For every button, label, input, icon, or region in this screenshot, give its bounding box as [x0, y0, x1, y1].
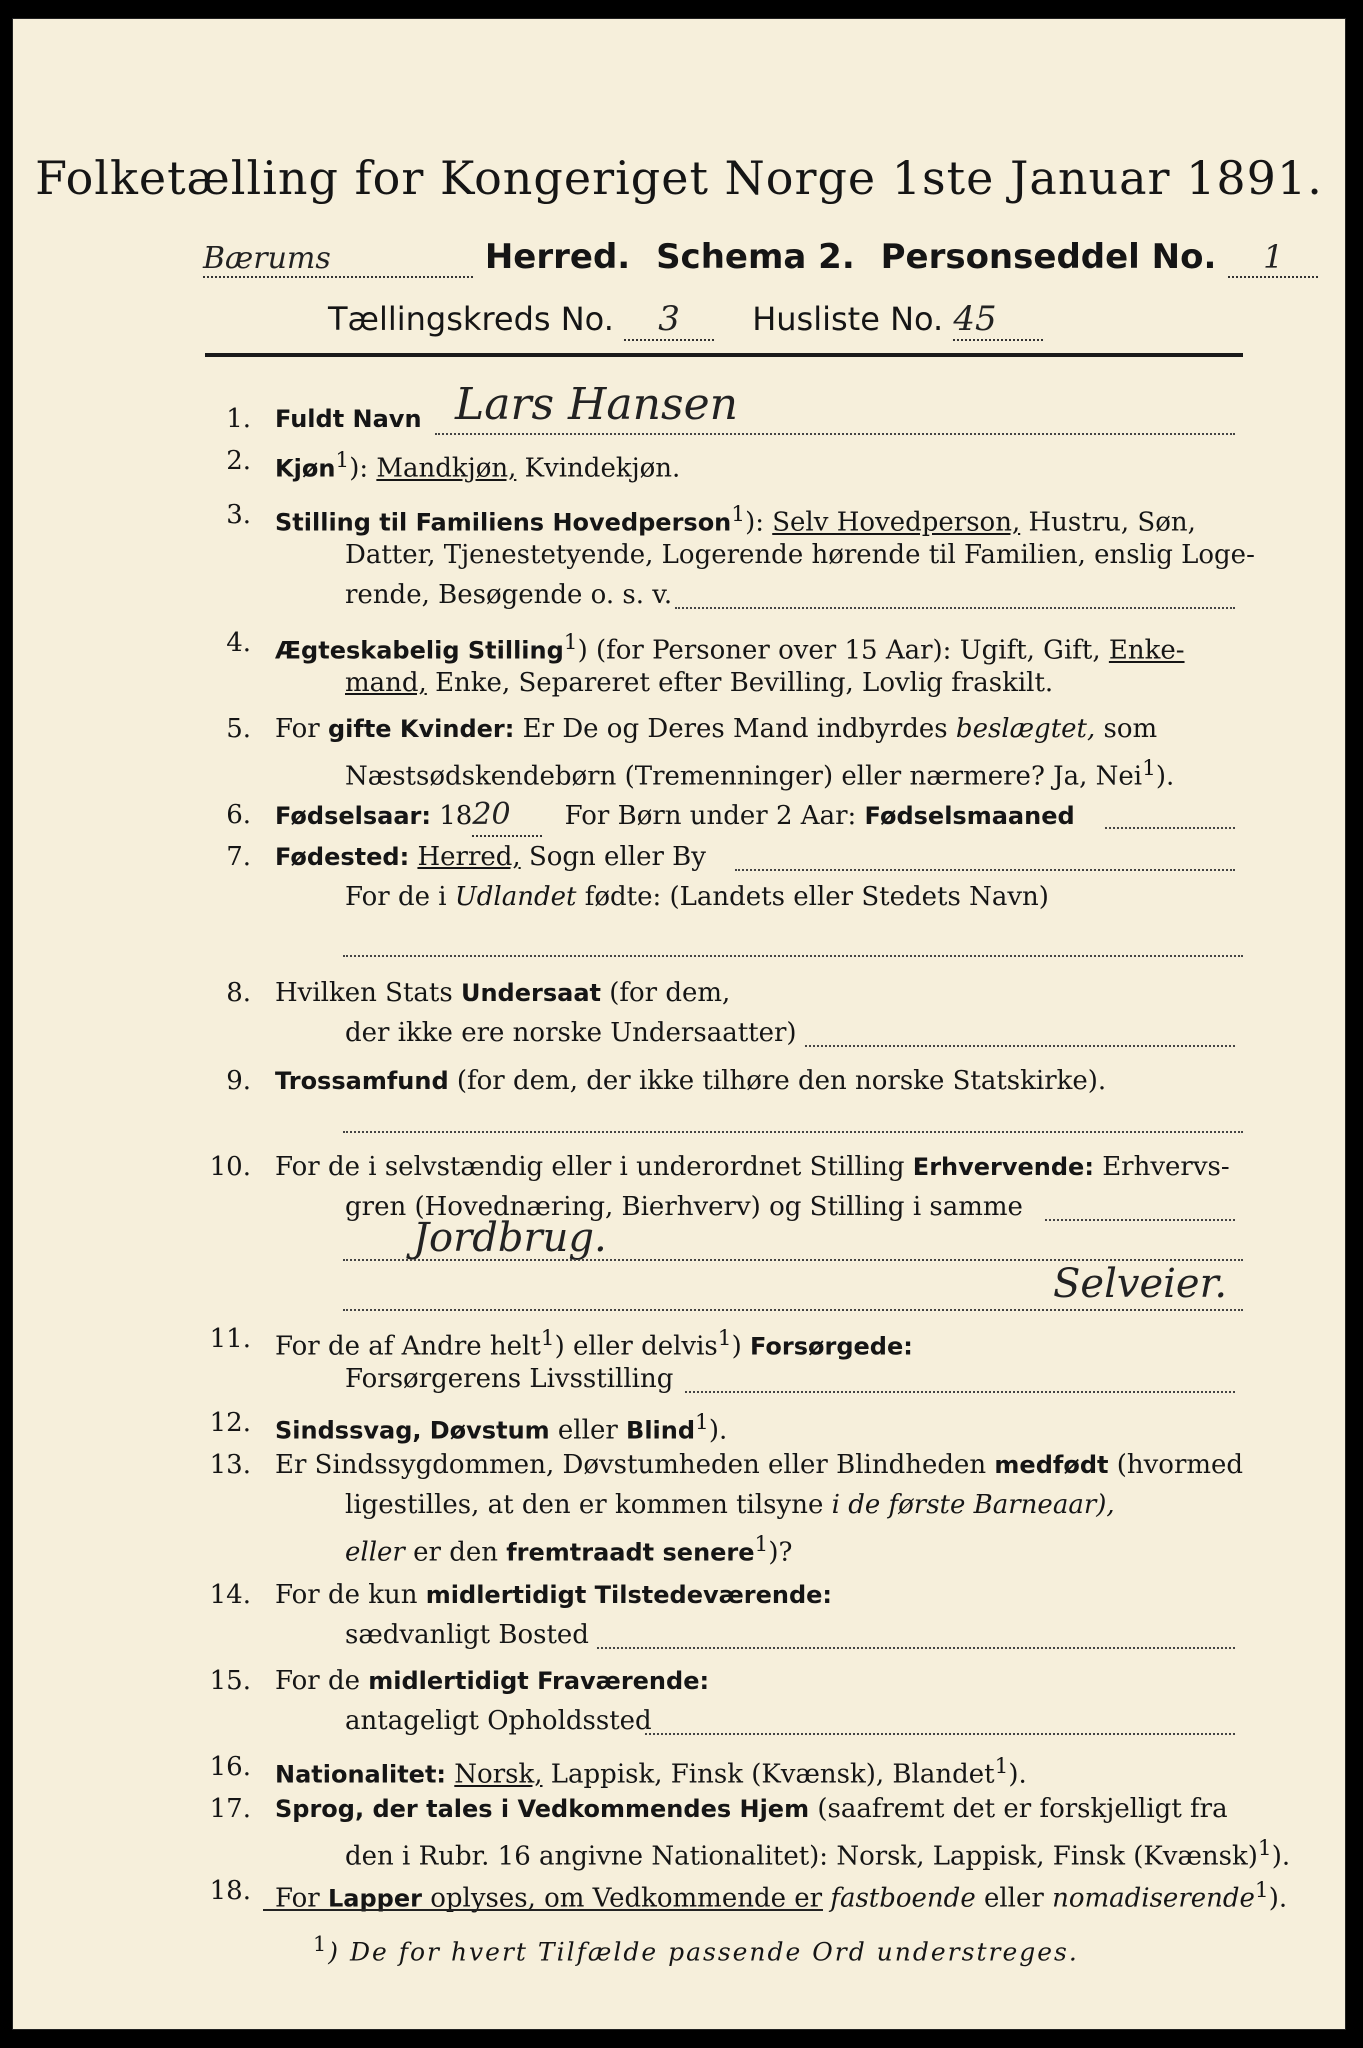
field-number: 15.: [209, 1666, 251, 1696]
footnote-ref: 1: [563, 630, 578, 655]
abroad-question: fødte: (Landets eller Stedets Navn): [584, 882, 1049, 912]
occupation-line-3: [343, 1309, 1243, 1311]
deafmute-label: Døvstum: [429, 1416, 550, 1445]
occupation-label: Erhvervende:: [912, 1153, 1094, 1181]
abroad-pre: For de i: [345, 882, 447, 912]
lapps-label: Lapper: [327, 1884, 422, 1913]
personseddel-number: 1: [1228, 238, 1318, 278]
married-women-end: som: [1103, 714, 1158, 744]
footnote-ref: 1: [994, 1754, 1009, 1779]
occupation-question-2: gren (Hovednæring, Bierhverv) og Stilling i samme: [345, 1192, 1023, 1222]
religion-line: [343, 1131, 1243, 1133]
census-form: Folketælling for Kongeriget Norge 1ste Januar 1891. Bærums Herred. Schema 2. Personseddel No. 1 Tællingskreds No. 3 Husliste No. 45 1. Fuldt Navn Lars Hansen 2. Kjøn$^1$): Mandkjøn, Kvindekjøn. 3. Stilling til Familiens Hovedperson$^1$): Selv Hovedperson, Hustru, Søn, Datter, Tjenestetyende, Logerende hørende til Familien, enslig Loge- rende, Besøgende o. s. v. 4. Ægteskabelig Stilling$^1$) (for Personer over 15 Aar): Ugift, Gift, Enke- mand, Enke, Separeret efter Bevilling, Lovlig fraskilt. 5. For gifte Kvinder: Er De og Deres Mand indbyrdes beslægtet, som Næstsødskendebørn (Tremenninger) eller nærmere? Ja, Nei$^1$). 6. Fødselsaar: 1820 For Børn under 2 Aar: Fødselsmaaned 7. Fødested: Herred, Sogn eller By For de i Udlandet fødte: (Landets eller Stedets Navn) 8. Hvilken Stats Undersaat (for dem, der ikke ere norske Undersaatter) 9. Trossamfund (for dem, der ikke tilhøre den norske Statskirke). 10. For de i selvstændig eller i underordnet Stilling Erhvervende: Erhvervs- gren (Hovednæring, Bierhverv) og Stilling i samme Jordbrug. Selveier. 11. For de af Andre helt$^1$) eller delvis$^1$) Forsørgede: Forsørgerens Livsstilling 12. Sindssvag, Døvstum eller Blind$^1$). 13. Er Sindssygdommen, Døvstumheden eller Blindheden medfødt (hvormed ligestilles, at den er kommen tilsyne i de første Barneaar), eller er den fremtraadt senere$^1$)? 14. For de kun midlertidigt Tilstedeværende: sædvanligt Bosted 15. For de midlertidigt Fraværende: antageligt Opholdssted 16. Nationalitet: Norsk, Lappisk, Finsk (Kvænsk), Blandet$^1$). 17. Sprog, der tales i Vedkommendes Hjem (saafremt det er forskjelligt fra den i Rubr. 16 angivne Nationalitet): Norsk, Lappisk, Finsk (Kvænsk)$^1$). 18. For Lapper oplyses, om Vedkommende er fastboende eller nomadiserende$^1$). $^1$) De for hvert Tilfælde passende Ord understreges.: [12, 18, 1346, 2030]
household-position-label: Stilling til Familiens Hovedperson: [275, 508, 732, 537]
usual-residence: sædvanligt Bosted: [345, 1620, 589, 1650]
citizenship-question-2: der ikke ere norske Undersaatter): [345, 1018, 797, 1048]
congenital-label: medfødt: [994, 1451, 1109, 1479]
congenital-pre: Er Sindssygdommen, Døvstumheden eller Blindheden: [275, 1450, 987, 1480]
kreds-number: 3: [624, 299, 714, 341]
nomadic-word: nomadiserende: [1052, 1883, 1255, 1914]
household-option-head: Selv Hovedperson,: [772, 507, 1021, 538]
supporter-occupation: Forsørgerens Livsstilling: [345, 1364, 674, 1394]
religion-question: (for dem, der ikke tilhøre den norske Statskirke).: [456, 1066, 1107, 1096]
related-word: beslægtet,: [955, 714, 1096, 744]
citizenship-line: [805, 1045, 1235, 1047]
form-title: Folketælling for Kongeriget Norge 1ste Januar 1891.: [35, 151, 1323, 205]
field-number: 8.: [226, 978, 251, 1008]
birth-month-pre: For Børn under 2 Aar:: [564, 801, 857, 831]
or-italic: eller: [345, 1537, 405, 1568]
temporary-present-label: midlertidigt Tilstedeværende:: [425, 1581, 833, 1609]
kreds-label: Tællingskreds No.: [328, 300, 614, 338]
field-number: 1.: [226, 404, 251, 434]
later-onset-label: fremtraadt senere: [506, 1538, 755, 1567]
footnote-rule: [263, 1909, 823, 1911]
supported-mid: ) eller delvis: [554, 1331, 718, 1362]
footnote: [313, 1932, 1079, 1966]
nationality-label: Nationalitet:: [275, 1760, 447, 1789]
married-women-label: gifte Kvinder:: [327, 715, 515, 743]
header-line-herred: [203, 237, 1318, 278]
religion-label: Trossamfund: [275, 1067, 449, 1095]
temporary-absent-label: midlertidigt Fraværende:: [368, 1667, 710, 1695]
field-number: 7.: [226, 842, 251, 872]
supporter-line: [685, 1391, 1235, 1393]
footnote-marker: 1: [313, 1932, 329, 1956]
married-women-question: Er De og Deres Mand indbyrdes: [522, 714, 948, 744]
field-number: 12.: [209, 1408, 251, 1438]
birth-year-prefix: 18: [439, 801, 473, 831]
language-close: ).: [1271, 1841, 1291, 1872]
blind-close: ).: [708, 1415, 728, 1446]
household-line: [675, 607, 1235, 609]
field-number: 6.: [226, 800, 251, 830]
occupation-handwritten-2: Selveier.: [1053, 1261, 1228, 1307]
marital-status-label: Ægteskabelig Stilling: [275, 636, 564, 665]
marital-options-2: Enke, Separeret efter Bevilling, Lovlig fraskilt.: [435, 668, 1054, 698]
congenital-close: )?: [768, 1537, 793, 1568]
abroad-word: Udlandet: [454, 882, 577, 912]
insane-label: Sindssvag,: [275, 1416, 422, 1445]
birth-year-label: Fødselsaar:: [275, 802, 431, 830]
usual-residence-line: [597, 1647, 1235, 1649]
field-number: 9.: [226, 1066, 251, 1096]
congenital-end: (hvormed: [1116, 1450, 1244, 1480]
congenital-question-2: ligestilles, at den er kommen tilsyne: [345, 1490, 824, 1520]
footnote-ref: 1: [695, 1410, 709, 1435]
lapps-pre: For: [275, 1883, 320, 1914]
field-number: 10.: [209, 1152, 251, 1182]
field-number: 18.: [209, 1876, 251, 1906]
citizenship-pre: Hvilken Stats: [275, 978, 453, 1008]
language-question: (saafremt det er forskjelligt fra: [817, 1794, 1228, 1824]
nationality-option-norwegian: Norsk,: [454, 1759, 543, 1790]
husliste-label: Husliste No.: [752, 300, 944, 338]
footnote-ref: 1: [1254, 1878, 1269, 1903]
footnote-ref: 1: [540, 1326, 555, 1351]
field-number: 14.: [209, 1580, 251, 1610]
sex-option-female: Kvindekjøn.: [524, 453, 681, 484]
household-options: Hustru, Søn,: [1028, 507, 1196, 538]
field-number: 3.: [226, 500, 251, 530]
lapps-or: eller: [983, 1883, 1044, 1914]
marital-option-widower-cont: mand,: [345, 668, 427, 698]
footnote-ref: 1: [1257, 1836, 1272, 1861]
header-line-kreds: [328, 299, 1043, 341]
birthplace-options: Sogn eller By: [528, 842, 706, 872]
childhood-phrase: i de første Barneaar),: [831, 1490, 1115, 1520]
footnote-ref: 1: [731, 502, 746, 527]
field-number: 5.: [226, 714, 251, 744]
schema-label: Schema 2.: [656, 237, 855, 277]
occupation-pre: For de i selvstændig eller i underordnet Stilling: [275, 1152, 905, 1182]
marital-options: ) (for Personer over 15 Aar): Ugift, Gift,: [577, 635, 1101, 666]
probable-stay-line: [645, 1733, 1235, 1735]
married-women-question-2: Næstsødskendebørn (Tremenninger) eller nærmere? Ja, Nei: [345, 761, 1143, 792]
field-number: 17.: [209, 1794, 251, 1824]
header-rule: [205, 353, 1243, 357]
citizenship-label: Undersaat: [460, 979, 601, 1007]
household-colon: ):: [745, 507, 764, 538]
supported-pre: For de af Andre helt: [275, 1331, 541, 1362]
sex-label: Kjøn: [275, 454, 336, 483]
lapps-question: oplyses, om Vedkommende er: [430, 1883, 823, 1914]
occupation-line-1: [1045, 1219, 1235, 1221]
household-options-3: rende, Besøgende o. s. v.: [345, 580, 673, 610]
temporary-present-pre: For de kun: [275, 1580, 418, 1610]
herred-handwritten: Bærums: [203, 241, 473, 278]
birthplace-option-herred: Herred,: [417, 842, 521, 872]
husliste-number: 45: [953, 299, 1043, 341]
married-women-pre: For: [275, 714, 320, 744]
footnote-ref: 1: [717, 1326, 732, 1351]
lapps-close: ).: [1268, 1883, 1288, 1914]
married-women-close: ).: [1155, 761, 1175, 792]
birth-month-label: Fødselsmaaned: [864, 802, 1075, 830]
nationality-close: ).: [1008, 1759, 1027, 1790]
birth-month-line: [1105, 827, 1235, 829]
nationality-options: Lappisk, Finsk (Kvænsk), Blandet: [550, 1759, 995, 1790]
household-options-2: Datter, Tjenestetyende, Logerende hørende til Familien, enslig Loge-: [345, 540, 1255, 570]
field-number: 13.: [209, 1450, 251, 1480]
birthplace-line: [735, 869, 1235, 871]
field-number: 11.: [209, 1324, 251, 1354]
settled-word: fastboende: [830, 1883, 976, 1914]
footnote-text: ) De for hvert Tilfælde passende Ord understreges.: [328, 1937, 1079, 1967]
occupation-handwritten-1: Jordbrug.: [413, 1215, 607, 1261]
field-number: 16.: [209, 1752, 251, 1782]
citizenship-rest: (for dem,: [609, 978, 731, 1008]
herred-label: Herred.: [484, 237, 631, 277]
birthplace-label: Fødested:: [275, 843, 410, 871]
footnote-ref: 1: [335, 448, 350, 473]
field-number: 4.: [226, 628, 251, 658]
probable-stay: antageligt Opholdssted: [345, 1706, 652, 1736]
full-name-label: Fuldt Navn: [275, 405, 422, 433]
sex-colon: ):: [349, 453, 369, 484]
footnote-ref: 1: [1142, 756, 1156, 781]
language-label: Sprog, der tales i Vedkommendes Hjem: [275, 1795, 810, 1823]
full-name-handwritten: Lars Hansen: [455, 379, 738, 430]
field-number: 2.: [226, 446, 251, 476]
abroad-line: [343, 955, 1243, 957]
supported-label: Forsørgede:: [749, 1332, 913, 1361]
temporary-absent-pre: For de: [275, 1666, 360, 1696]
congenital-question-3: er den: [413, 1537, 498, 1568]
birth-year-handwritten: 20: [472, 795, 542, 837]
marital-option-widower: Enke-: [1108, 635, 1185, 666]
personseddel-label: Personseddel No.: [880, 237, 1217, 277]
language-options: den i Rubr. 16 angivne Nationalitet): Norsk, Lappisk, Finsk (Kvænsk): [345, 1841, 1258, 1872]
blind-label: Blind: [626, 1416, 696, 1445]
occupation-end: Erhvervs-: [1102, 1152, 1230, 1182]
or-word: eller: [557, 1415, 618, 1446]
footnote-ref: 1: [754, 1532, 769, 1557]
full-name-line: [435, 433, 1235, 435]
sex-option-male: Mandkjøn,: [376, 453, 517, 484]
